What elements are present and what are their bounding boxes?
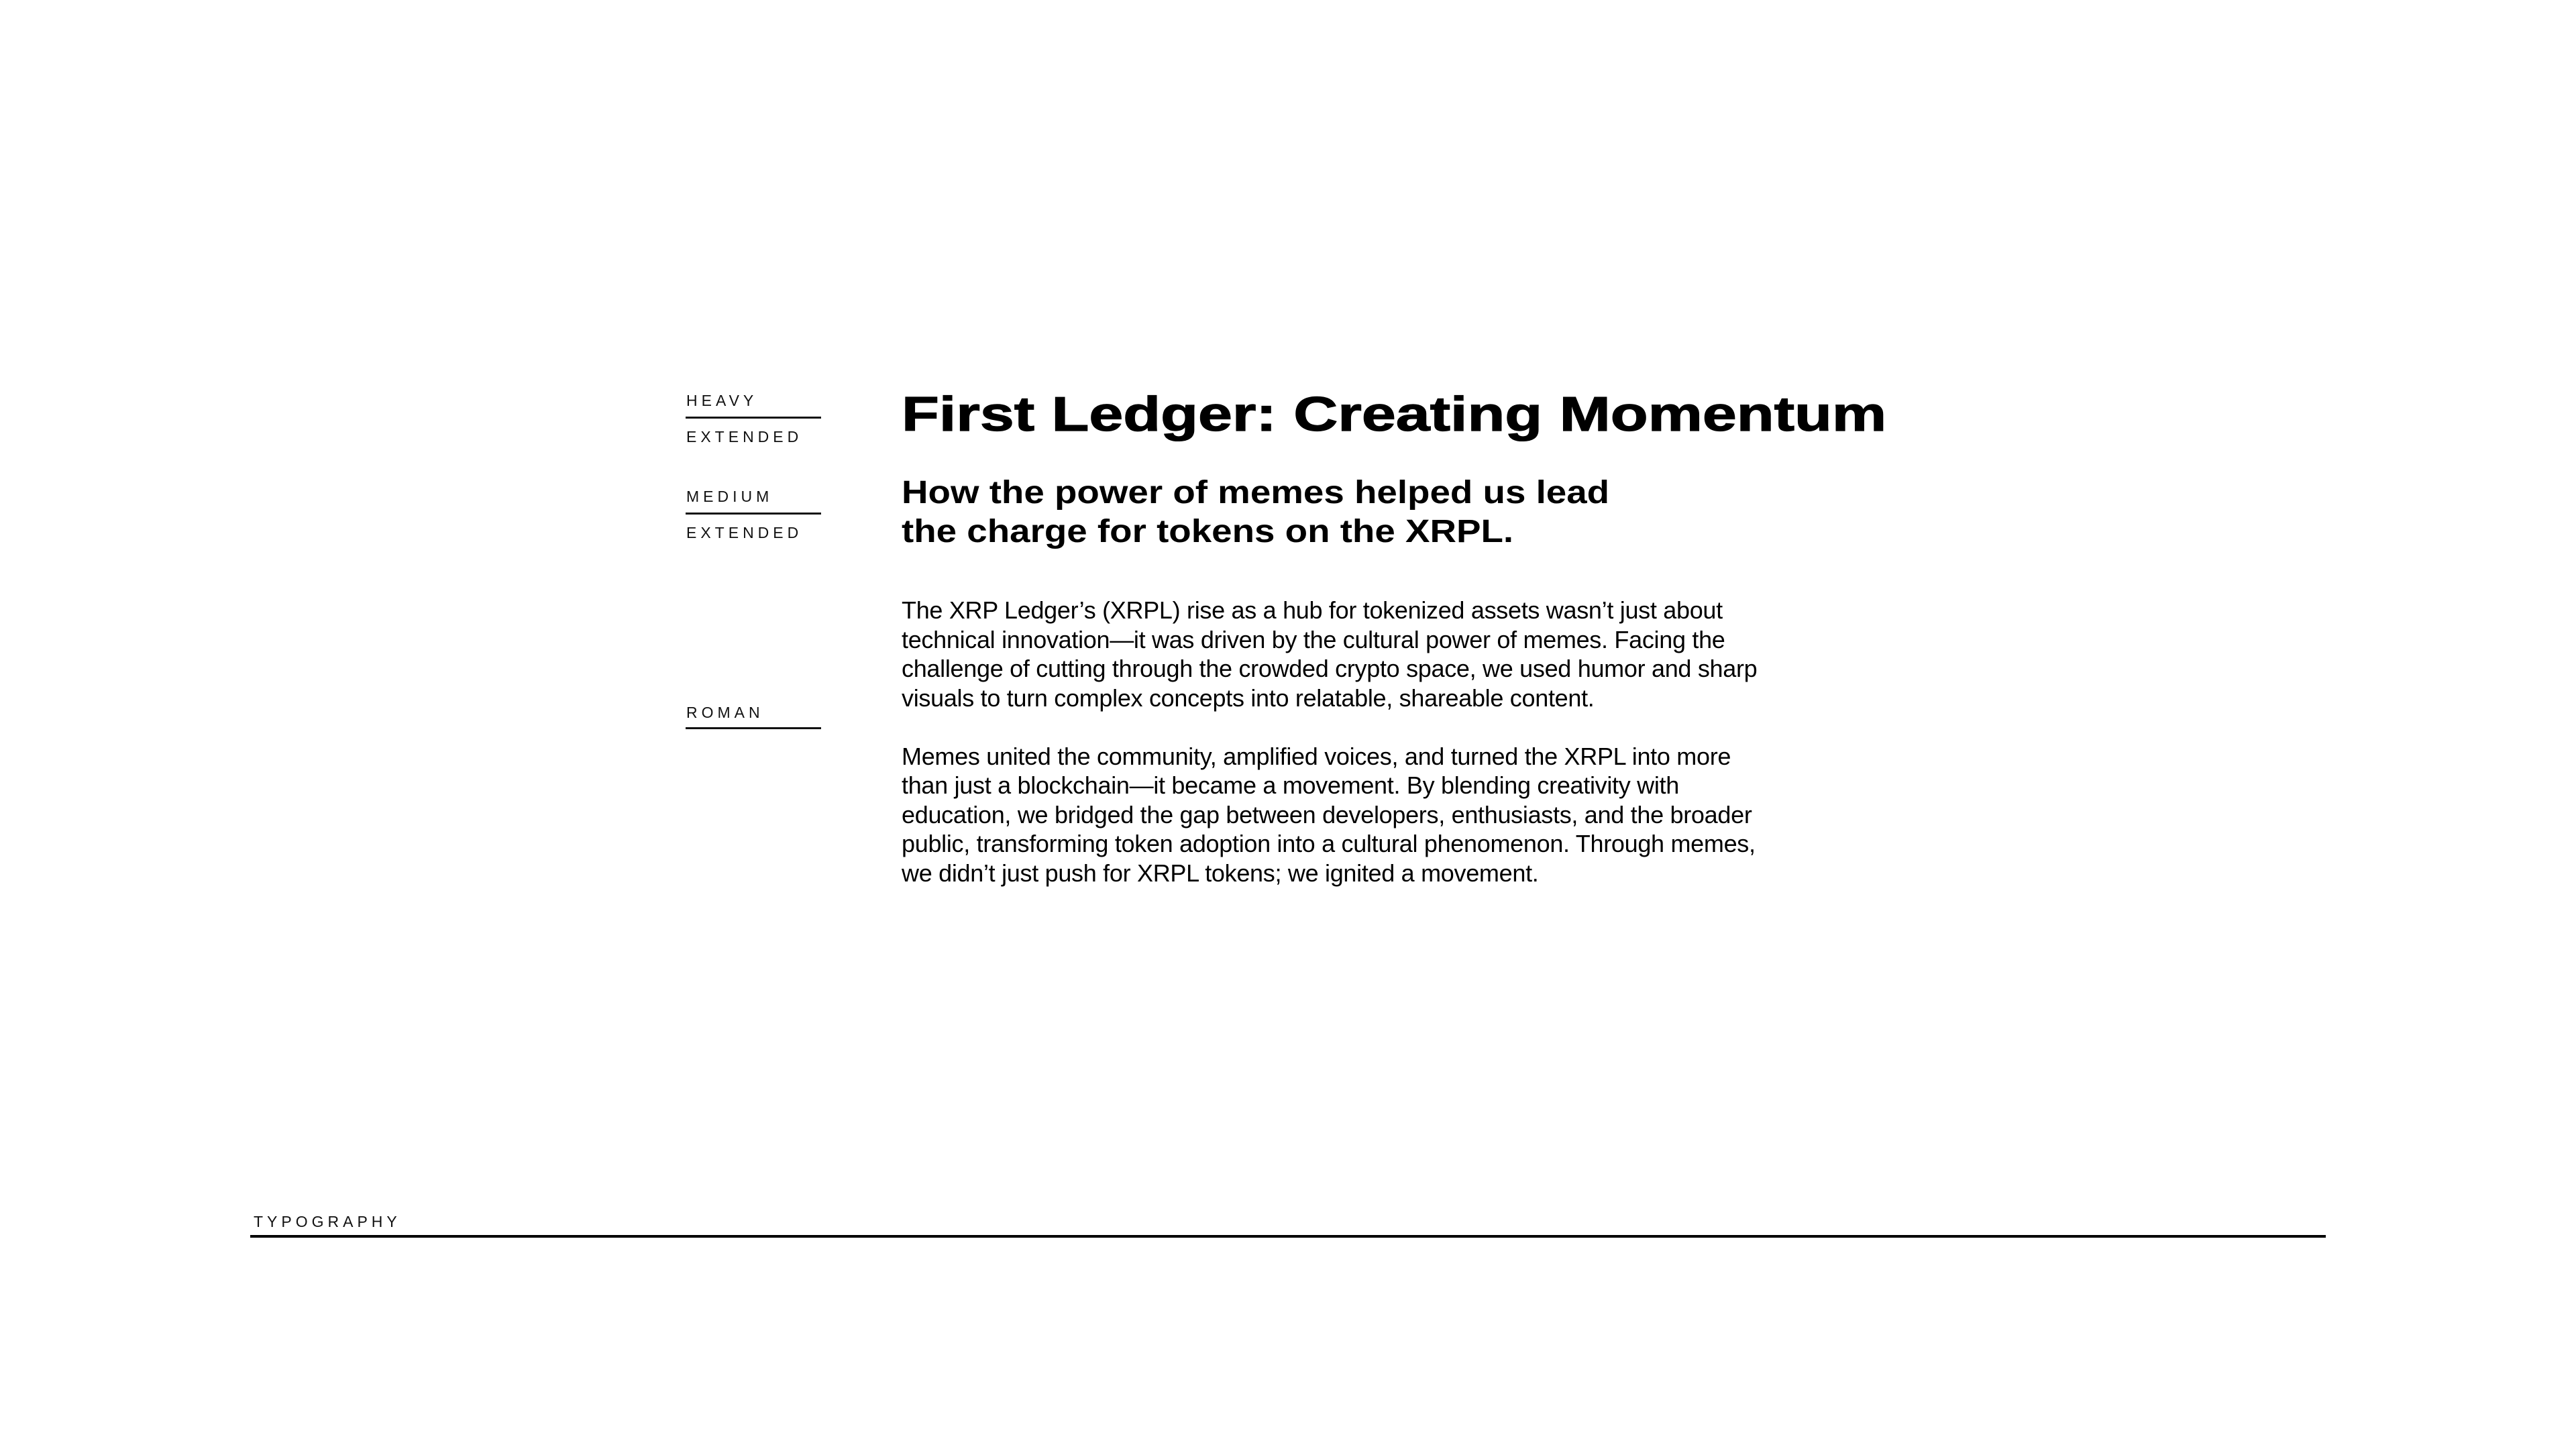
body-line: than just a blockchain—it became a movement. By blending creativity with (902, 771, 1679, 799)
body-label-divider (686, 727, 821, 729)
body-style-label: ROMAN (686, 704, 764, 721)
heading-width-label: EXTENDED (686, 428, 803, 445)
body-line: public, transforming token adoption into a cultural phenomenon. Through memes, (902, 830, 1756, 857)
section-label: TYPOGRAPHY (254, 1213, 401, 1230)
footer-divider (250, 1235, 2326, 1238)
subheading-width-label: EXTENDED (686, 524, 803, 541)
body-line: The XRP Ledger’s (XRPL) rise as a hub for tokenized assets wasn’t just about (902, 596, 1723, 624)
body-line: we didn’t just push for XRPL tokens; we ignited a movement. (902, 859, 1539, 887)
body-line: Memes united the community, amplified voices, and turned the XRPL into more (902, 742, 1731, 770)
body-paragraph-1 (902, 596, 1841, 712)
body-line: challenge of cutting through the crowded crypto space, we used humor and sharp (902, 655, 1758, 682)
body-copy (902, 596, 1841, 917)
body-paragraph-2 (902, 742, 1841, 888)
body-line: education, we bridged the gap between developers, enthusiasts, and the broader (902, 800, 1752, 828)
heading-label-divider (686, 417, 821, 419)
heading-weight-label: HEAVY (686, 392, 758, 409)
body-line: technical innovation—it was driven by the cultural power of memes. Facing the (902, 625, 1725, 653)
subheading-weight-label: MEDIUM (686, 488, 773, 505)
subheading-line: the charge for tokens on the XRPL. (902, 514, 1514, 549)
subheading (902, 474, 1609, 551)
subheading-line: How the power of memes helped us lead (902, 475, 1610, 511)
body-line: visuals to turn complex concepts into relatable, shareable content. (902, 684, 1595, 712)
subheading-label-divider (686, 513, 821, 515)
page-title: First Ledger: Creating Momentum (902, 388, 1887, 441)
